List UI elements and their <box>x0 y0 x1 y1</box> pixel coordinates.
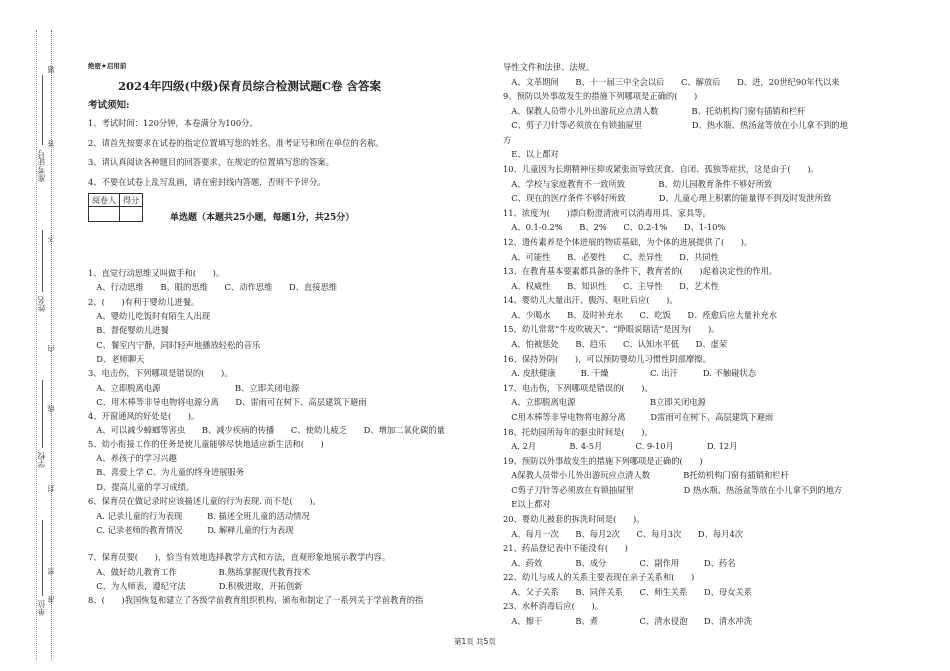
question-line: C、现在的医疗条件不够好所致 D、儿童心理上积累的能量得不到及时发泄所致 <box>503 193 832 203</box>
question-line: A、保教人员带小儿外出游玩应点清人数 B、托幼机构门窗有插销和栏杆 <box>503 106 806 116</box>
question-line: B、督促婴幼儿进餐 <box>88 325 169 335</box>
question-line: 14、婴幼儿大量出汗、腹泻、呕吐后应( )。 <box>503 295 678 305</box>
question-line: 16、保持外阴( )，可以预防婴幼儿习惯性阴部摩擦。 <box>503 354 711 364</box>
page-number: 第1页 共5页 <box>454 637 496 646</box>
grader-cell: 阅卷人 <box>89 194 120 207</box>
seal-char: 不 <box>47 235 55 242</box>
question-line: 5、幼小衔接工作的任务是使儿童能够尽快地适应新生活和( ) <box>88 439 324 449</box>
seal-char: 线 <box>47 405 55 412</box>
notice-item: 4、不要在试卷上乱写乱画，请在密封线内答题，否则不予评分。 <box>88 177 326 187</box>
question-line: A、婴幼儿吃饭时有陌生人出现 <box>88 311 211 321</box>
school-field[interactable] <box>42 380 43 448</box>
question-line: 方 <box>503 135 512 145</box>
question-line: C剪子刀针等必须放在有锁抽屉里 D 热水瓶、热汤盆等放在小儿拿不到的地方 <box>503 485 843 495</box>
seal-char: 答 <box>47 140 55 147</box>
question-line: C. 记录老师的教育情况 D. 解释儿童的行为表现 <box>88 525 294 535</box>
notice-heading: 考试须知: <box>88 100 130 111</box>
exam-number-field[interactable] <box>42 75 43 145</box>
question-line: A. 记录儿童的行为表现 B. 描述全班儿童的活动情况 <box>88 511 310 521</box>
question-line: 19、预防以外事故发生的措施下列哪项是正确的( ) <box>503 456 703 466</box>
page-title: 2024年四级(中级)保育员综合检测试题C卷 含答案 <box>118 79 382 93</box>
question-line: A、可能性 B、必要性 C、差异性 D、共同性 <box>503 252 719 262</box>
question-line: D、提高儿童的学习成绩。 <box>88 482 195 492</box>
seal-char: 封 <box>47 485 55 492</box>
unit-field[interactable] <box>42 520 43 596</box>
score-cell: 得分 <box>120 194 143 207</box>
question-line: A、立即脱离电源 B立即关闭电源 <box>503 397 706 407</box>
question-line: A、少喝水 B、及时补充水 C、吃饭 D、痊愈后应大量补充水 <box>503 310 777 320</box>
question-line: C、剪子刀针等必须放在有锁抽屉里 D、热水瓶、热汤盆等放在小儿拿不到的地 <box>503 120 848 130</box>
question-line: A保教人员带小儿外出游玩应点清人数 B托幼机构门窗有插销和栏杆 <box>503 470 789 480</box>
question-line: 导性文件和法律、法规。 <box>503 62 595 72</box>
question-line: 18、托幼园所每年的驱虫时间是( )。 <box>503 427 653 437</box>
question-line: A、立即脱离电源 B、立即关闭电源 <box>88 383 300 393</box>
unit-label: 单位 <box>37 600 46 616</box>
question-line: C用木棒等非导电物将电源分离 D雷雨可在树下、高层建筑下避雨 <box>503 412 774 422</box>
question-line: 1、直觉行动思维又叫做手和( )。 <box>88 268 225 278</box>
question-line: 9、预防以外事故发生的措施下列哪项是正确的( ) <box>503 91 698 101</box>
question-line: A、文革期间 B、十一届三中全会以后 C、解放后 D、进，20世纪90年代以来 <box>503 77 840 87</box>
question-line: A、做好幼儿教育工作 B.熟练掌握现代教育技术 <box>88 567 311 577</box>
question-line: 3、电击伤，下列哪项是错误的( )。 <box>88 368 233 378</box>
seal-char: 题 <box>47 66 55 73</box>
exam-number-label: 准考证号 <box>37 150 46 182</box>
question-line: A、学校与家庭教育不一致所致 B、幼儿园教育条件不够好所致 <box>503 179 773 189</box>
question-line: 23、水杯消毒后应( )。 <box>503 601 604 611</box>
question-line: A、养孩子的学习兴趣 <box>88 453 177 463</box>
score-input[interactable] <box>120 207 143 222</box>
question-line: 2、( )有利于婴幼儿进餐。 <box>88 297 200 307</box>
question-line: A、可以减少蟑螂等害虫 B、减少疾病的传播 C、使幼儿疲乏 D、增加二氧化碳的量 <box>88 425 445 435</box>
question-line: 7、保育员要( )，恰当有效地选择教学方式和方法，直观形象地展示教学内容。 <box>88 552 391 562</box>
question-line: A. 2月 B. 4-5月 C. 9-10月 D. 12月 <box>503 441 738 451</box>
question-line: 21、药品登记表中不能没有( ) <box>503 543 628 553</box>
question-line: A、擦干 B、煮 C、清水侵泡 D、清水冲洗 <box>503 616 753 626</box>
name-label: 姓名 <box>37 296 46 312</box>
question-line: 20、婴幼儿被套的拆洗时间是( )。 <box>503 514 645 524</box>
question-line: A、父子关系 B、同伴关系 C、师生关系 D、母女关系 <box>503 587 753 597</box>
question-line: A、权威性 B、知识性 C、主导性 D、艺术性 <box>503 281 719 291</box>
notice-item: 3、请认真阅读各种题目的回答要求，在规定的位置填写您的答案。 <box>88 157 334 167</box>
question-line: 12、遗传素养是个体进展的物质基础，为个体的进展提供了( )。 <box>503 237 753 247</box>
school-label: 学校 <box>37 452 46 468</box>
question-line: A、每月一次 B、每月2次 C、每月3次 D、每月4次 <box>503 529 744 539</box>
secret-mark: 绝密★启用前 <box>88 62 127 70</box>
question-line: 15、幼儿常常“牛皮吹破天”、“睁眼说瞎话”是因为( )。 <box>503 324 720 334</box>
question-line: 8、( )我国恢复和建立了各级学前教育组织机构，颁布和制定了一系列关于学前教育的指 <box>88 595 424 605</box>
question-line: 13、在教育基本要素都具备的条件下，教育者的( )起着决定性的作用。 <box>503 266 778 276</box>
question-line: 22、幼儿与成人的关系主要表现在亲子关系和( ) <box>503 572 695 582</box>
binding-line-outer <box>36 30 37 660</box>
grader-input[interactable] <box>89 207 120 222</box>
question-line: C、餐室内宁静，同时轻声地播放轻松的音乐 <box>88 340 261 350</box>
question-line: E、以上都对 <box>503 149 559 159</box>
score-table <box>88 193 143 222</box>
question-line: A、怕被惩处 B、趋乐 C、认知水平低 D、虚荣 <box>503 339 728 349</box>
question-line: E以上都对 <box>503 499 551 509</box>
question-line: A、药效 B、成分 C、副作用 D、药名 <box>503 558 736 568</box>
question-line: 4、开窗通风的好处是( )。 <box>88 411 200 421</box>
seal-char: 密 <box>47 568 55 575</box>
section-title: 单选题（本题共25小题，每题1分，共25分） <box>170 213 355 223</box>
notice-item: 1、考试时间：120分钟，本卷满分为100分。 <box>88 118 258 128</box>
question-line: A、0.1-0.2% B、2% C、0.2-1% D、1-10% <box>503 222 726 232</box>
question-line: 11、浓度为( )漂白粉澄清液可以消毒用具、家具等。 <box>503 208 711 218</box>
question-line: 6、保育员在做记录时应该描述儿童的行为表现. 而不是( )。 <box>88 496 321 506</box>
question-line: A. 皮肤健康 B. 干燥 C. 出汗 D. 不触碰状态 <box>503 368 757 378</box>
question-line: C、用木棒等非导电物将电源分离 D、雷雨可在树下、高层建筑下避雨 <box>88 397 367 407</box>
question-line: 10、儿童因为长期精神压抑或紧张而导致厌食、自闭、孤独等症状，这是由于( )。 <box>503 164 819 174</box>
notice-item: 2、请首先按要求在试卷的指定位置填写您的姓名、准考证号和所在单位的名称。 <box>88 138 384 148</box>
question-line: 17、电击伤，下列哪项是错误的( )。 <box>503 383 653 393</box>
name-field[interactable] <box>42 230 43 292</box>
question-line: A、行动思维 B、眼的思维 C、动作思维 D、直接思维 <box>88 282 338 292</box>
question-line: C、为人师表，遵纪守法 D.积极进取，开拓创新 <box>88 581 303 591</box>
question-line: B、喜爱上学 C、为儿童的终身进展服务 <box>88 467 245 477</box>
seal-char: 准 <box>47 596 55 603</box>
question-line: D、老师聊天 <box>88 354 145 364</box>
seal-char: 内 <box>47 345 55 352</box>
